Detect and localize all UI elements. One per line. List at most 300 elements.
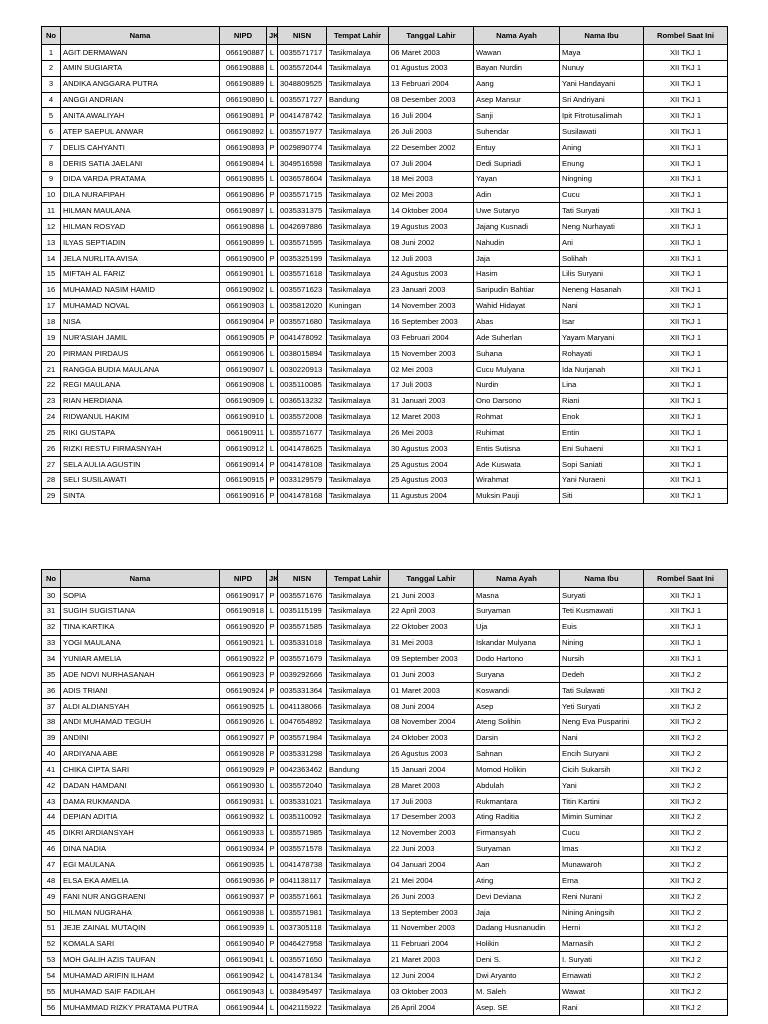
cell-jk: L [267, 920, 278, 936]
cell-nipd: 066190891 [220, 108, 267, 124]
cell-rombel: XII TKJ 2 [644, 873, 728, 889]
table-row [42, 667, 728, 683]
cell-no: 26 [42, 441, 61, 457]
cell-tanggal-lahir: 24 Oktober 2003 [389, 730, 474, 746]
cell-nama-ayah: Suhendar [474, 124, 560, 140]
cell-tempat-lahir: Tasikmalaya [327, 330, 389, 346]
header-nipd: NIPD [220, 27, 267, 45]
cell-tempat-lahir: Tasikmalaya [327, 425, 389, 441]
cell-tanggal-lahir: 01 Agustus 2003 [389, 60, 474, 76]
table-row [42, 330, 728, 346]
cell-nama-ibu: Marnasih [560, 936, 644, 952]
cell-tempat-lahir: Tasikmalaya [327, 488, 389, 504]
cell-tempat-lahir: Tasikmalaya [327, 393, 389, 409]
cell-tempat-lahir: Tasikmalaya [327, 456, 389, 472]
cell-nipd: 066190900 [220, 250, 267, 266]
table-row [42, 809, 728, 825]
cell-rombel: XII TKJ 1 [644, 155, 728, 171]
header-tempat-lahir: Tempat Lahir [327, 570, 389, 588]
cell-jk: L [267, 92, 278, 108]
cell-nama-ibu: Neng Eva Pusparini [560, 714, 644, 730]
cell-no: 34 [42, 651, 61, 667]
cell-rombel: XII TKJ 1 [644, 619, 728, 635]
cell-tanggal-lahir: 21 Juni 2003 [389, 588, 474, 604]
table-row [42, 266, 728, 282]
cell-nisn: 0035331021 [278, 793, 327, 809]
cell-jk: L [267, 266, 278, 282]
cell-nama: MUHAMAD NOVAL [61, 298, 220, 314]
cell-no: 35 [42, 667, 61, 683]
cell-nama-ibu: Ernawati [560, 968, 644, 984]
table-row [42, 683, 728, 699]
cell-jk: P [267, 841, 278, 857]
cell-nama-ayah: Koswandi [474, 683, 560, 699]
cell-tanggal-lahir: 01 Maret 2003 [389, 683, 474, 699]
cell-nama: DAMA RUKMANDA [61, 793, 220, 809]
table-row [42, 793, 728, 809]
cell-nama: MOH GALIH AZIS TAUFAN [61, 952, 220, 968]
cell-jk: L [267, 603, 278, 619]
table-row [42, 314, 728, 330]
table-row [42, 730, 728, 746]
cell-rombel: XII TKJ 1 [644, 187, 728, 203]
cell-jk: L [267, 698, 278, 714]
cell-nama-ibu: Maya [560, 45, 644, 61]
cell-tempat-lahir: Tasikmalaya [327, 936, 389, 952]
cell-tempat-lahir: Tasikmalaya [327, 793, 389, 809]
cell-nipd: 066190944 [220, 999, 267, 1015]
header-rombel: Rombel Saat Ini [644, 570, 728, 588]
cell-nama: ELSA EKA AMELIA [61, 873, 220, 889]
cell-nama-ibu: Solihah [560, 250, 644, 266]
cell-nipd: 066190911 [220, 425, 267, 441]
cell-no: 41 [42, 762, 61, 778]
cell-nama-ibu: Aning [560, 140, 644, 156]
cell-nama: JEJE ZAINAL MUTAQIN [61, 920, 220, 936]
cell-jk: L [267, 952, 278, 968]
cell-no: 6 [42, 124, 61, 140]
cell-nama-ayah: Suryaman [474, 603, 560, 619]
header-nama-ibu: Nama Ibu [560, 27, 644, 45]
cell-nisn: 0035812020 [278, 298, 327, 314]
cell-nama: RIDWANUL HAKIM [61, 409, 220, 425]
cell-nama-ibu: Sopi Saniati [560, 456, 644, 472]
cell-nisn: 0035571618 [278, 266, 327, 282]
cell-nama: KOMALA SARI [61, 936, 220, 952]
cell-nama-ibu: Euis [560, 619, 644, 635]
table-row [42, 282, 728, 298]
cell-nama-ibu: Isar [560, 314, 644, 330]
cell-tempat-lahir: Tasikmalaya [327, 999, 389, 1015]
cell-nama-ayah: Dodo Hartono [474, 651, 560, 667]
cell-nipd: 066190914 [220, 456, 267, 472]
cell-nisn: 0035571985 [278, 825, 327, 841]
cell-no: 23 [42, 393, 61, 409]
cell-no: 55 [42, 984, 61, 1000]
cell-no: 20 [42, 346, 61, 362]
cell-nama-ibu: Nani [560, 298, 644, 314]
table-row [42, 762, 728, 778]
cell-nisn: 0046427958 [278, 936, 327, 952]
cell-no: 25 [42, 425, 61, 441]
cell-nisn: 0035331018 [278, 635, 327, 651]
cell-nama: SELI SUSILAWATI [61, 472, 220, 488]
cell-nama: CHIKA CIPTA SARI [61, 762, 220, 778]
cell-nipd: 066190895 [220, 171, 267, 187]
cell-nisn: 0047654892 [278, 714, 327, 730]
cell-nipd: 066190903 [220, 298, 267, 314]
cell-nama-ayah: Uja [474, 619, 560, 635]
cell-nama: YOGI MAULANA [61, 635, 220, 651]
cell-jk: P [267, 456, 278, 472]
cell-tempat-lahir: Tasikmalaya [327, 651, 389, 667]
header-tanggal-lahir: Tanggal Lahir [389, 570, 474, 588]
cell-nisn: 0035571661 [278, 889, 327, 905]
cell-nama: HILMAN MAULANA [61, 203, 220, 219]
cell-jk: P [267, 730, 278, 746]
cell-nama-ibu: Nunuy [560, 60, 644, 76]
cell-nipd: 066190887 [220, 45, 267, 61]
cell-nipd: 066190921 [220, 635, 267, 651]
cell-rombel: XII TKJ 1 [644, 377, 728, 393]
cell-rombel: XII TKJ 1 [644, 140, 728, 156]
cell-nisn: 0038015894 [278, 346, 327, 362]
cell-nama: RIAN HERDIANA [61, 393, 220, 409]
cell-rombel: XII TKJ 1 [644, 441, 728, 457]
cell-nama: PIRMAN PIRDAUS [61, 346, 220, 362]
cell-nama-ibu: Cicih Sukarsih [560, 762, 644, 778]
table-row [42, 698, 728, 714]
cell-jk: P [267, 873, 278, 889]
cell-nama: RANGGA BUDIA MAULANA [61, 361, 220, 377]
cell-no: 24 [42, 409, 61, 425]
table-row [42, 92, 728, 108]
cell-nama-ayah: Aang [474, 76, 560, 92]
cell-nama: RIKI GUSTAPA [61, 425, 220, 441]
cell-tanggal-lahir: 02 Mei 2003 [389, 187, 474, 203]
cell-nisn: 0035571677 [278, 425, 327, 441]
cell-nama-ayah: Aan [474, 857, 560, 873]
cell-nama-ayah: Darsin [474, 730, 560, 746]
cell-tanggal-lahir: 23 Januari 2003 [389, 282, 474, 298]
cell-nama: MUHAMAD ARIFIN ILHAM [61, 968, 220, 984]
cell-no: 29 [42, 488, 61, 504]
cell-nama-ibu: I. Suryati [560, 952, 644, 968]
cell-tanggal-lahir: 28 Maret 2003 [389, 778, 474, 794]
cell-tanggal-lahir: 15 November 2003 [389, 346, 474, 362]
cell-jk: L [267, 714, 278, 730]
cell-nama: HILMAN NUGRAHA [61, 904, 220, 920]
cell-no: 36 [42, 683, 61, 699]
cell-rombel: XII TKJ 1 [644, 393, 728, 409]
cell-no: 42 [42, 778, 61, 794]
cell-nama-ayah: Asep Mansur [474, 92, 560, 108]
cell-tempat-lahir: Tasikmalaya [327, 968, 389, 984]
cell-nama-ibu: Eni Suhaeni [560, 441, 644, 457]
cell-nama-ibu: Ani [560, 235, 644, 251]
cell-nisn: 0041478168 [278, 488, 327, 504]
cell-nama: ATEP SAEPUL ANWAR [61, 124, 220, 140]
cell-rombel: XII TKJ 2 [644, 809, 728, 825]
cell-rombel: XII TKJ 1 [644, 45, 728, 61]
cell-nama-ayah: Masna [474, 588, 560, 604]
cell-nipd: 066190920 [220, 619, 267, 635]
cell-nipd: 066190943 [220, 984, 267, 1000]
cell-nama-ayah: Ruhimat [474, 425, 560, 441]
cell-tanggal-lahir: 16 Juli 2004 [389, 108, 474, 124]
cell-nama-ibu: Imas [560, 841, 644, 857]
cell-nama-ayah: Uwe Sutaryo [474, 203, 560, 219]
cell-tempat-lahir: Tasikmalaya [327, 667, 389, 683]
cell-no: 43 [42, 793, 61, 809]
cell-nama-ibu: Entin [560, 425, 644, 441]
cell-rombel: XII TKJ 2 [644, 968, 728, 984]
cell-nama: ANDI MUHAMAD TEGUH [61, 714, 220, 730]
cell-nama: SOPIA [61, 588, 220, 604]
cell-nama: DIDA VARDA PRATAMA [61, 171, 220, 187]
cell-tempat-lahir: Tasikmalaya [327, 155, 389, 171]
cell-rombel: XII TKJ 1 [644, 92, 728, 108]
cell-nipd: 066190934 [220, 841, 267, 857]
cell-tanggal-lahir: 15 Januari 2004 [389, 762, 474, 778]
cell-tanggal-lahir: 25 Agustus 2004 [389, 456, 474, 472]
cell-rombel: XII TKJ 2 [644, 841, 728, 857]
cell-nama: TINA KARTIKA [61, 619, 220, 635]
cell-no: 9 [42, 171, 61, 187]
cell-nama-ibu: Munawaroh [560, 857, 644, 873]
table-row [42, 456, 728, 472]
cell-nipd: 066190896 [220, 187, 267, 203]
cell-rombel: XII TKJ 2 [644, 762, 728, 778]
cell-tempat-lahir: Tasikmalaya [327, 778, 389, 794]
table-row [42, 904, 728, 920]
table-row [42, 298, 728, 314]
cell-nama-ibu: Susilawati [560, 124, 644, 140]
cell-nipd: 066190908 [220, 377, 267, 393]
cell-rombel: XII TKJ 1 [644, 60, 728, 76]
cell-tempat-lahir: Tasikmalaya [327, 282, 389, 298]
cell-nama-ayah: Adin [474, 187, 560, 203]
cell-rombel: XII TKJ 1 [644, 298, 728, 314]
cell-nama-ayah: Firmansyah [474, 825, 560, 841]
cell-nama-ayah: Nurdin [474, 377, 560, 393]
cell-nama: ALDI ALDIANSYAH [61, 698, 220, 714]
cell-jk: P [267, 588, 278, 604]
cell-nisn: 0039292666 [278, 667, 327, 683]
cell-rombel: XII TKJ 1 [644, 235, 728, 251]
cell-jk: L [267, 393, 278, 409]
cell-nisn: 0035571977 [278, 124, 327, 140]
cell-tanggal-lahir: 01 Juni 2003 [389, 667, 474, 683]
cell-no: 8 [42, 155, 61, 171]
cell-nama-ayah: Ating [474, 873, 560, 889]
cell-nama-ayah: Bayan Nurdin [474, 60, 560, 76]
cell-jk: L [267, 809, 278, 825]
cell-nipd: 066190906 [220, 346, 267, 362]
cell-tempat-lahir: Tasikmalaya [327, 266, 389, 282]
cell-nisn: 0035110092 [278, 809, 327, 825]
cell-nama-ibu: Sri Andriyani [560, 92, 644, 108]
table-row [42, 425, 728, 441]
cell-no: 30 [42, 588, 61, 604]
cell-tempat-lahir: Tasikmalaya [327, 361, 389, 377]
cell-nisn: 3049516598 [278, 155, 327, 171]
cell-nisn: 0030220913 [278, 361, 327, 377]
header-rombel: Rombel Saat Ini [644, 27, 728, 45]
cell-nisn: 0042115922 [278, 999, 327, 1015]
cell-nama-ibu: Siti [560, 488, 644, 504]
cell-nama-ayah: Dedi Supriadi [474, 155, 560, 171]
header-no: No [42, 570, 61, 588]
cell-rombel: XII TKJ 1 [644, 456, 728, 472]
table-row [42, 377, 728, 393]
cell-tempat-lahir: Tasikmalaya [327, 873, 389, 889]
cell-no: 7 [42, 140, 61, 156]
cell-nama: NISA [61, 314, 220, 330]
table-row [42, 124, 728, 140]
cell-tanggal-lahir: 17 Desember 2003 [389, 809, 474, 825]
cell-no: 22 [42, 377, 61, 393]
cell-tanggal-lahir: 11 Agustus 2004 [389, 488, 474, 504]
cell-nama-ibu: Nining [560, 635, 644, 651]
table-row [42, 968, 728, 984]
table-row [42, 984, 728, 1000]
cell-no: 54 [42, 968, 61, 984]
cell-nisn: 0035115199 [278, 603, 327, 619]
cell-jk: L [267, 298, 278, 314]
cell-rombel: XII TKJ 1 [644, 203, 728, 219]
cell-tanggal-lahir: 24 Agustus 2003 [389, 266, 474, 282]
cell-nama-ayah: Abdulah [474, 778, 560, 794]
cell-no: 45 [42, 825, 61, 841]
cell-rombel: XII TKJ 1 [644, 330, 728, 346]
cell-jk: L [267, 346, 278, 362]
cell-tanggal-lahir: 22 Oktober 2003 [389, 619, 474, 635]
table-row [42, 889, 728, 905]
cell-nisn: 0035571650 [278, 952, 327, 968]
cell-nama-ayah: Ade Suherlan [474, 330, 560, 346]
cell-nama: DELIS CAHYANTI [61, 140, 220, 156]
cell-nama: SINTA [61, 488, 220, 504]
cell-jk: L [267, 778, 278, 794]
cell-nama-ayah: Wirahmat [474, 472, 560, 488]
cell-no: 5 [42, 108, 61, 124]
cell-rombel: XII TKJ 1 [644, 651, 728, 667]
cell-nama-ayah: Devi Deviana [474, 889, 560, 905]
cell-nipd: 066190890 [220, 92, 267, 108]
cell-nama-ibu: Yani Handayani [560, 76, 644, 92]
cell-no: 19 [42, 330, 61, 346]
cell-nipd: 066190905 [220, 330, 267, 346]
cell-jk: P [267, 108, 278, 124]
cell-tanggal-lahir: 12 Juni 2004 [389, 968, 474, 984]
cell-jk: P [267, 651, 278, 667]
cell-nama-ibu: Riani [560, 393, 644, 409]
table-row [42, 235, 728, 251]
table-row [42, 920, 728, 936]
cell-nama-ayah: Deni S. [474, 952, 560, 968]
cell-tempat-lahir: Tasikmalaya [327, 730, 389, 746]
cell-tempat-lahir: Tasikmalaya [327, 889, 389, 905]
cell-tanggal-lahir: 07 Juli 2004 [389, 155, 474, 171]
cell-rombel: XII TKJ 1 [644, 219, 728, 235]
table-row [42, 588, 728, 604]
cell-no: 33 [42, 635, 61, 651]
cell-nama-ayah: Suryaman [474, 841, 560, 857]
cell-nipd: 066190892 [220, 124, 267, 140]
cell-nama: REGI MAULANA [61, 377, 220, 393]
cell-nisn: 0041478108 [278, 456, 327, 472]
cell-tanggal-lahir: 26 Agustus 2003 [389, 746, 474, 762]
cell-nipd: 066190916 [220, 488, 267, 504]
cell-tanggal-lahir: 19 Agustus 2003 [389, 219, 474, 235]
cell-tanggal-lahir: 09 September 2003 [389, 651, 474, 667]
cell-tempat-lahir: Tasikmalaya [327, 108, 389, 124]
cell-nipd: 066190929 [220, 762, 267, 778]
cell-jk: L [267, 984, 278, 1000]
cell-nama: ANITA AWALIYAH [61, 108, 220, 124]
cell-nipd: 066190910 [220, 409, 267, 425]
cell-nisn: 0041138066 [278, 698, 327, 714]
cell-tempat-lahir: Tasikmalaya [327, 683, 389, 699]
cell-no: 52 [42, 936, 61, 952]
cell-tanggal-lahir: 22 April 2003 [389, 603, 474, 619]
cell-nama-ibu: Cucu [560, 187, 644, 203]
cell-jk: L [267, 377, 278, 393]
cell-nipd: 066190942 [220, 968, 267, 984]
cell-nama: AMIN SUGIARTA [61, 60, 220, 76]
cell-rombel: XII TKJ 1 [644, 282, 728, 298]
cell-tempat-lahir: Tasikmalaya [327, 171, 389, 187]
student-table-2 [41, 569, 728, 1016]
cell-nama: DINA NADIA [61, 841, 220, 857]
cell-tanggal-lahir: 03 Februari 2004 [389, 330, 474, 346]
cell-nisn: 0041138117 [278, 873, 327, 889]
table-row [42, 714, 728, 730]
cell-jk: L [267, 361, 278, 377]
cell-tanggal-lahir: 16 September 2003 [389, 314, 474, 330]
cell-rombel: XII TKJ 2 [644, 936, 728, 952]
cell-nisn: 0038495497 [278, 984, 327, 1000]
cell-nipd: 066190940 [220, 936, 267, 952]
cell-rombel: XII TKJ 1 [644, 409, 728, 425]
cell-nama-ayah: Suhana [474, 346, 560, 362]
cell-rombel: XII TKJ 2 [644, 730, 728, 746]
cell-nama-ayah: Ating Raditia [474, 809, 560, 825]
cell-tempat-lahir: Tasikmalaya [327, 714, 389, 730]
cell-nisn: 0035110085 [278, 377, 327, 393]
cell-jk: L [267, 171, 278, 187]
cell-tempat-lahir: Tasikmalaya [327, 698, 389, 714]
cell-nama-ayah: M. Saleh [474, 984, 560, 1000]
cell-rombel: XII TKJ 1 [644, 488, 728, 504]
cell-nipd: 066190893 [220, 140, 267, 156]
cell-rombel: XII TKJ 2 [644, 857, 728, 873]
cell-tanggal-lahir: 17 Juli 2003 [389, 793, 474, 809]
cell-nama: DERIS SATIA JAELANI [61, 155, 220, 171]
cell-no: 44 [42, 809, 61, 825]
cell-nisn: 0035331298 [278, 746, 327, 762]
cell-jk: P [267, 330, 278, 346]
cell-tanggal-lahir: 12 Juli 2003 [389, 250, 474, 266]
cell-nama: HILMAN ROSYAD [61, 219, 220, 235]
cell-no: 3 [42, 76, 61, 92]
cell-nisn: 0035571585 [278, 619, 327, 635]
cell-nama: DILA NURAFIPAH [61, 187, 220, 203]
cell-tanggal-lahir: 26 Juli 2003 [389, 124, 474, 140]
cell-rombel: XII TKJ 2 [644, 778, 728, 794]
header-jk: JK [267, 27, 278, 45]
